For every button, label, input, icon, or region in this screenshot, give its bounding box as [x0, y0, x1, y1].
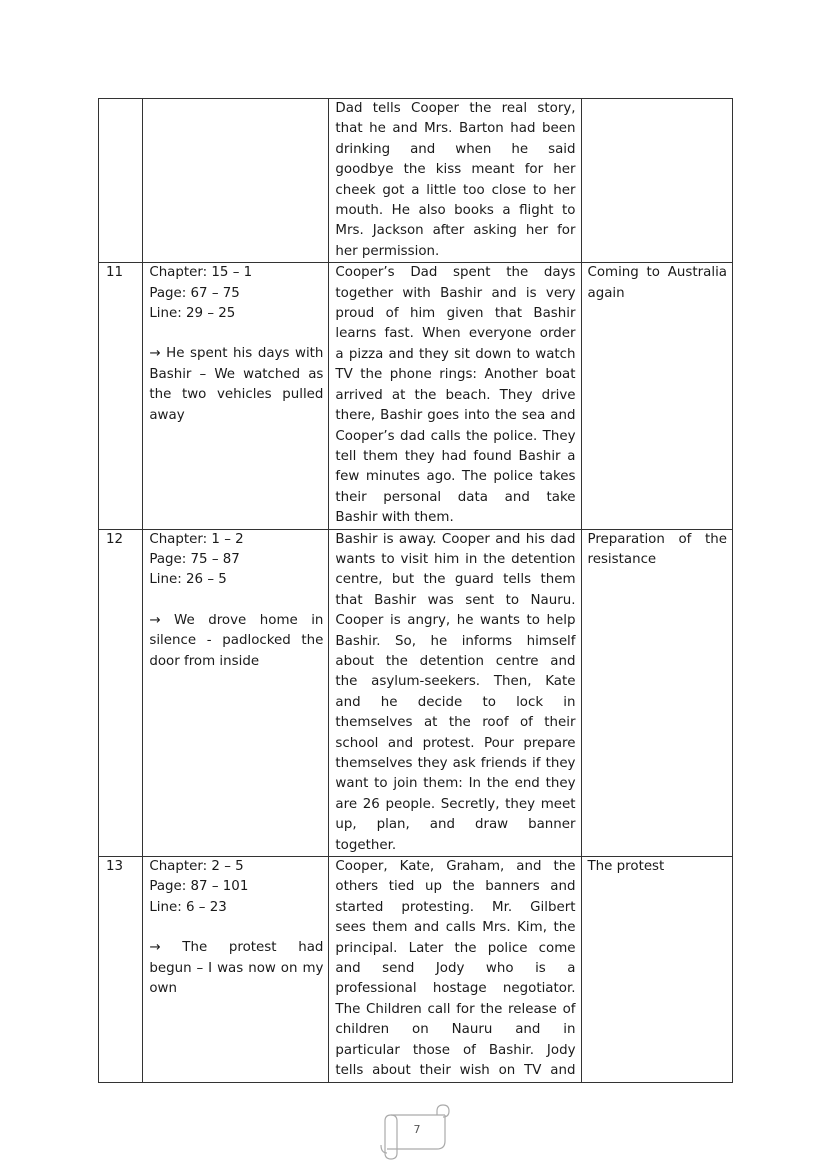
summary-line: TV the phone rings: Another boat — [335, 367, 576, 383]
table-row — [99, 529, 733, 857]
summary-line: professional hostage negotiator. — [335, 981, 576, 997]
quote-line: silence - padlocked the — [149, 633, 324, 649]
title-cell — [581, 857, 733, 1082]
title-cell — [581, 263, 733, 529]
summary-line: together with Bashir and is very — [335, 285, 576, 301]
reference-cell — [143, 857, 329, 1082]
title-line: Coming to Australia — [587, 265, 727, 281]
page-range: Page: 87 – 101 — [149, 879, 249, 895]
quote-line: → The protest had — [149, 940, 324, 956]
summary-line: up, plan, and draw banner — [335, 817, 576, 833]
row-number: 11 — [99, 263, 143, 529]
row-number: 12 — [99, 529, 143, 857]
line-range: Line: 29 – 25 — [149, 306, 236, 322]
summary-line: school and protest. Pour prepare — [335, 735, 576, 751]
summary-line: want to join them: In the end they — [335, 776, 576, 792]
summary-line: particular those of Bashir. Jody — [335, 1042, 576, 1058]
summary-line: Cooper is angry, he wants to help — [335, 613, 576, 629]
summary-line: Cooper’s Dad spent the days — [335, 265, 576, 281]
summary-line: Dad tells Cooper the real story, — [335, 101, 576, 116]
title-line: The protest — [587, 859, 665, 875]
summary-cell — [329, 529, 581, 857]
summary-line: cheek got a little too close to her — [335, 182, 576, 198]
title-cell — [581, 529, 733, 857]
summary-line: Bashir with them. — [335, 510, 454, 526]
summary-line: Cooper, Kate, Graham, and the — [335, 859, 576, 875]
summary-line: Cooper’s dad calls the police. They — [335, 428, 576, 444]
summary-line: that Bashir was sent to Nauru. — [335, 592, 576, 608]
summary-line: principal. Later the police come — [335, 940, 576, 956]
title-line: Preparation of the — [587, 531, 727, 547]
quote-line: Bashir – We watched as — [149, 366, 324, 382]
title-line: again — [587, 285, 625, 301]
summary-line: learns fast. When everyone order — [335, 326, 576, 342]
summary-line: the asylum-seekers. Then, Kate — [335, 674, 576, 690]
summary-line: proud of him given that Bashir — [335, 306, 576, 322]
summary-line: tell them they had found Bashir a — [335, 448, 576, 464]
summary-line: Bashir. So, he informs himself — [335, 633, 576, 649]
summary-cell — [329, 857, 581, 1082]
page-footer — [375, 1101, 455, 1163]
summary-line: that he and Mrs. Barton had been — [335, 121, 576, 137]
reference-cell — [143, 529, 329, 857]
page-number: 7 — [413, 1123, 421, 1136]
table-row — [99, 99, 733, 263]
summary-line: are 26 people. Secretly, they meet — [335, 796, 576, 812]
reference-cell — [143, 99, 329, 263]
quote-line: door from inside — [149, 653, 260, 669]
summary-line: about the detention centre and — [335, 653, 576, 669]
summary-line: there, Bashir goes into the sea and — [335, 408, 576, 424]
table-row — [99, 263, 733, 529]
summary-line: mouth. He also books a flight to — [335, 203, 576, 219]
summary-cell — [329, 263, 581, 529]
title-line: resistance — [587, 551, 657, 567]
summary-line: few minutes ago. The police takes — [335, 469, 576, 485]
summary-line: and send Jody who is a — [335, 961, 576, 977]
page-range: Page: 67 – 75 — [149, 285, 240, 301]
line-range: Line: 26 – 5 — [149, 572, 227, 588]
summary-line: themselves they ask friends if they — [335, 756, 576, 771]
summary-line: drinking and when he said — [335, 141, 576, 157]
summary-line: started protesting. Mr. Gilbert — [335, 899, 576, 915]
title-cell — [581, 99, 733, 263]
quote-line: own — [149, 981, 177, 997]
quote-line: begun – I was now on my — [149, 960, 324, 976]
chapter-range: Chapter: 1 – 2 — [149, 531, 244, 547]
summary-line: together. — [335, 837, 397, 853]
summary-line: Mrs. Jackson after asking her for — [335, 223, 576, 239]
chapter-range: Chapter: 15 – 1 — [149, 265, 253, 281]
quote-line: away — [149, 407, 185, 423]
summary-line: wants to visit him in the detention — [335, 551, 576, 567]
summary-line: a pizza and they sit down to watch — [335, 346, 576, 362]
summary-table — [98, 98, 733, 1083]
summary-line: themselves at the roof of their — [335, 715, 576, 731]
summary-line: her permission. — [335, 243, 440, 259]
quote-line: → We drove home in — [149, 612, 324, 628]
summary-cell — [329, 99, 581, 263]
reference-cell — [143, 263, 329, 529]
summary-line: their personal data and take — [335, 489, 576, 505]
summary-line: children on Nauru and in — [335, 1022, 576, 1038]
summary-line: others tied up the banners and — [335, 879, 576, 895]
chapter-range: Chapter: 2 – 5 — [149, 859, 244, 875]
quote-line: the two vehicles pulled — [149, 387, 324, 403]
summary-line: sees them and calls Mrs. Kim, the — [335, 920, 576, 936]
summary-line: goodbye the kiss meant for her — [335, 162, 576, 178]
line-range: Line: 6 – 23 — [149, 899, 227, 915]
table-row — [99, 857, 733, 1082]
summary-line: centre, but the guard tells them — [335, 572, 576, 588]
summary-line: The Children call for the release of — [335, 1001, 576, 1017]
row-number: 13 — [99, 857, 143, 1082]
page-range: Page: 75 – 87 — [149, 551, 240, 567]
summary-line: tells about their wish on TV and — [335, 1063, 576, 1079]
row-number — [99, 99, 143, 263]
summary-line: Bashir is away. Cooper and his dad — [335, 531, 576, 547]
quote-line: → He spent his days with — [149, 346, 324, 362]
summary-line: and he decide to lock in — [335, 694, 576, 710]
summary-line: arrived at the beach. They drive — [335, 387, 576, 403]
